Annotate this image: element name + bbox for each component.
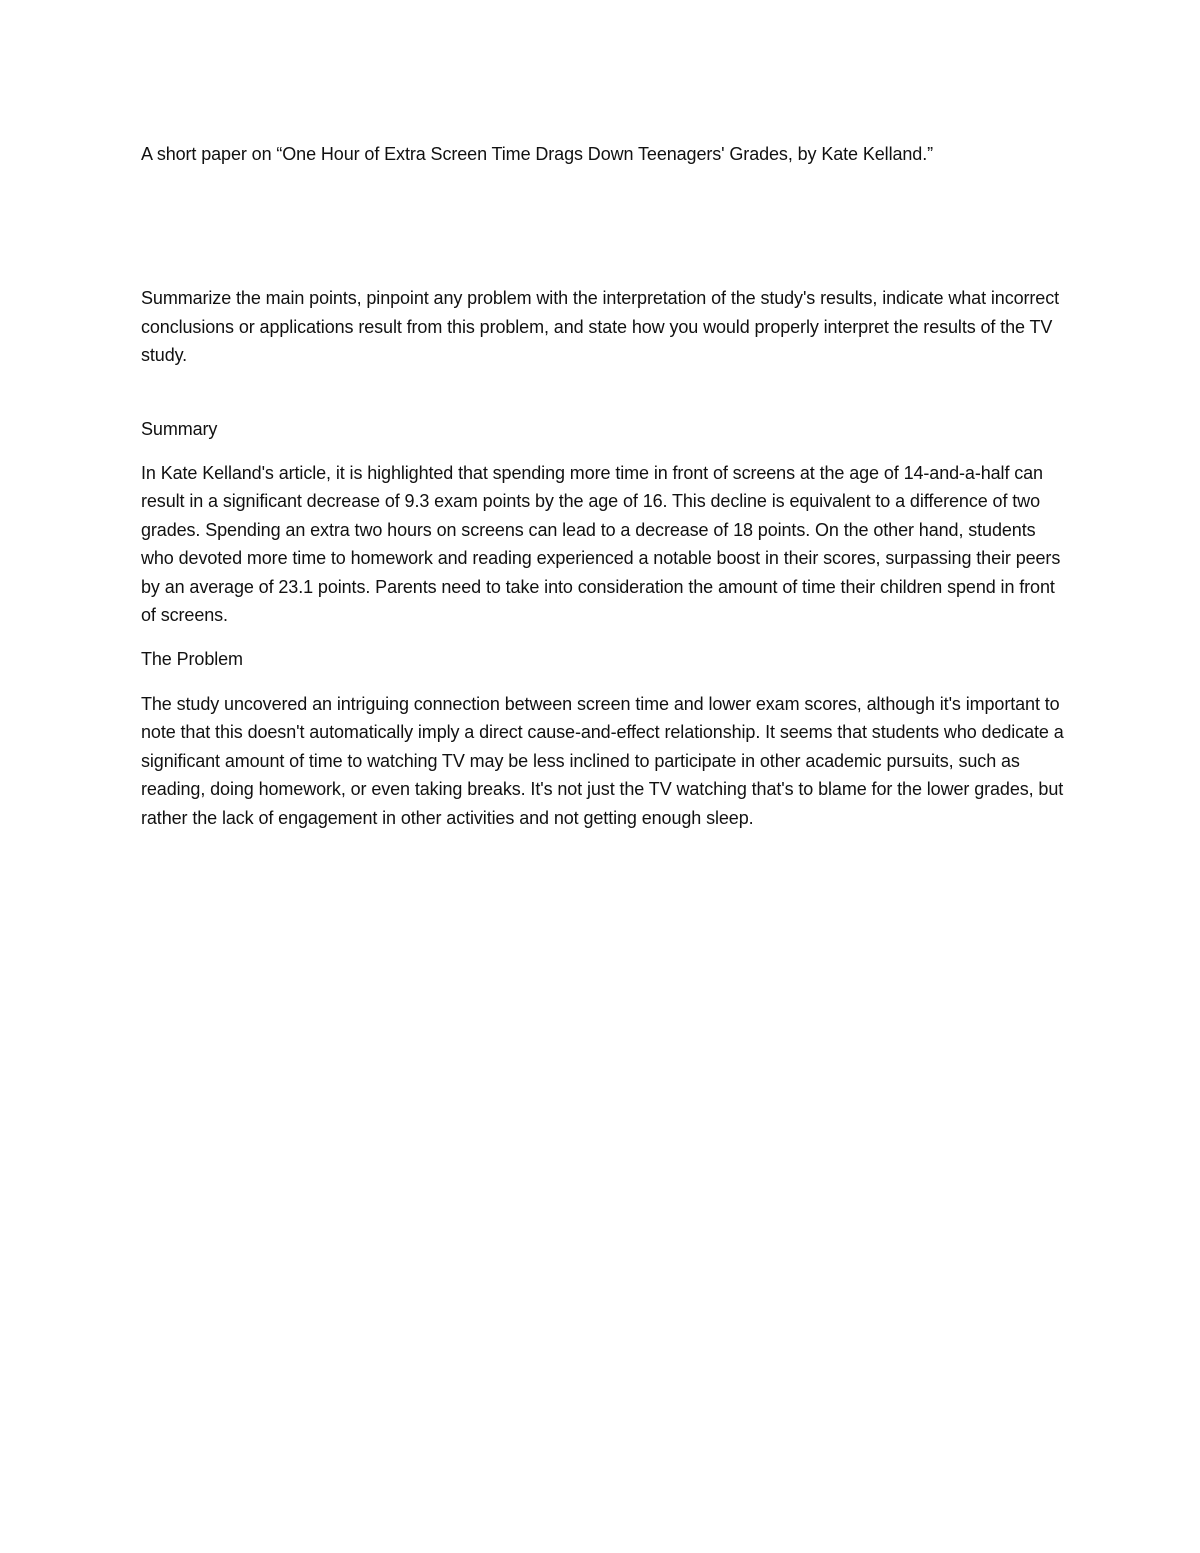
document-content bbox=[141, 140, 1066, 832]
section-heading-summary: Summary bbox=[141, 418, 218, 439]
assignment-prompt: Summarize the main points, pinpoint any problem with the interpretation of the study's results, indicate what incorrect conclusions or applications result from this problem, and state how you would properly interpret the results of the TV study. bbox=[141, 288, 1060, 366]
section-heading-problem: The Problem bbox=[141, 649, 243, 670]
section-body-summary: In Kate Kelland's article, it is highlighted that spending more time in front of screens at the age of 14-and-a-half can result in a significant decrease of 9.3 exam points by the age of 16. This decline is equivalent to a difference of two grades. Spending an extra two hours on screens can lead to a decrease of 18 points. On the other hand, students who devoted more time to homework and reading experienced a notable boost in their scores, surpassing their peers by an average of 23.1 points. Parents need to take into consideration the amount of time their children spend in front of screens. bbox=[141, 463, 1061, 626]
section-body-problem: The study uncovered an intriguing connection between screen time and lower exam scores, although it's important to note that this doesn't automatically imply a direct cause-and-effect relationship. It seems that students who dedicate a significant amount of time to watching TV may be less inclined to participate in other academic pursuits, such as reading, doing homework, or even taking breaks. It's not just the TV watching that's to blame for the lower grades, but rather the lack of engagement in other activities and not getting enough sleep. bbox=[141, 693, 1064, 828]
document-title: A short paper on “One Hour of Extra Screen Time Drags Down Teenagers' Grades, by Kate Kelland.” bbox=[141, 144, 934, 164]
